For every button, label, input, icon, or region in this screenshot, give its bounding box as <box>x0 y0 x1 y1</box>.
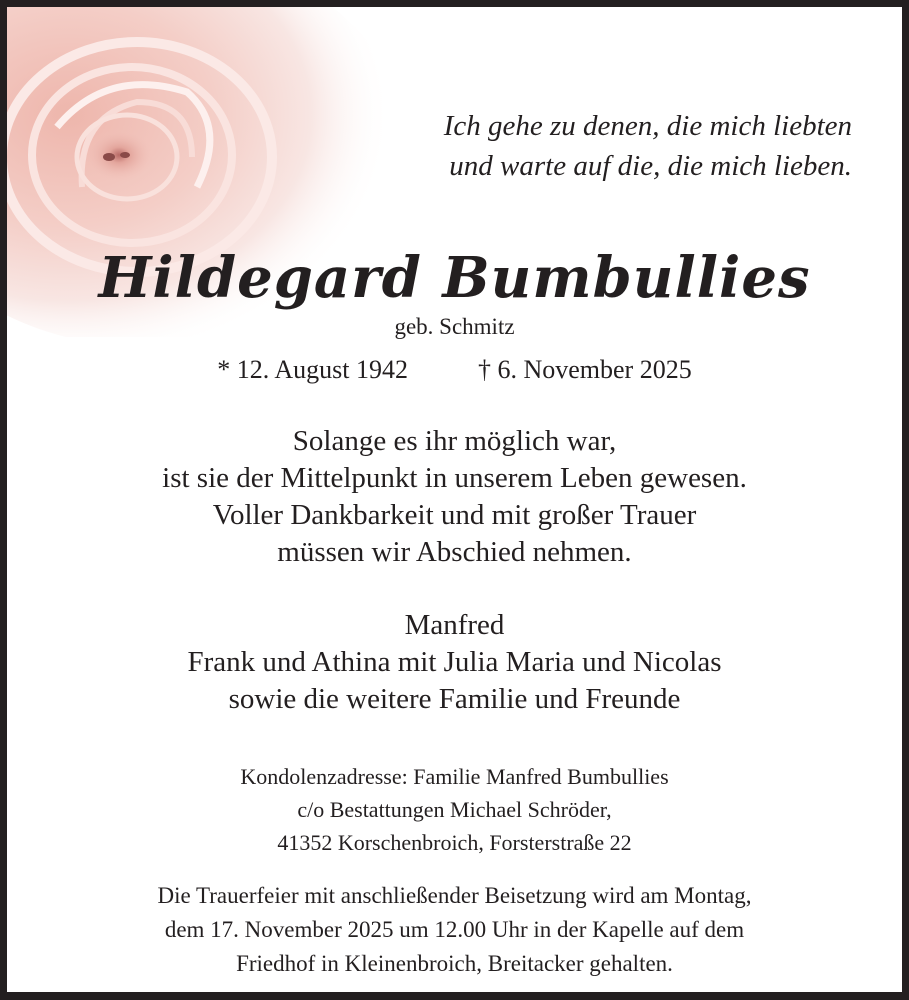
death-date: † 6. November 2025 <box>477 355 692 384</box>
funeral-line: Die Trauerfeier mit anschließender Beisetzung wird am Montag, <box>157 883 752 908</box>
tribute-line: Voller Dankbarkeit und mit großer Trauer <box>212 499 697 531</box>
maiden-name: geb. Schmitz <box>394 314 515 339</box>
motto-line: Ich gehe zu denen, die mich liebten <box>443 110 852 142</box>
mourner-line: Manfred <box>404 609 505 641</box>
condolence-address <box>7 760 902 859</box>
funeral-line: dem 17. November 2025 um 12.00 Uhr in der Kapelle auf dem <box>164 917 745 942</box>
life-dates <box>7 355 902 385</box>
funeral-details <box>7 879 902 981</box>
tribute-text <box>7 423 902 571</box>
mourner-line: sowie die weitere Familie und Freunde <box>228 683 681 715</box>
motto-quote <box>367 106 852 186</box>
address-line: Kondolenzadresse: Familie Manfred Bumbullies <box>240 764 669 789</box>
motto-line: und warte auf die, die mich lieben. <box>449 150 852 182</box>
tribute-line: ist sie der Mittelpunkt in unserem Leben gewesen. <box>162 462 747 494</box>
obituary-notice <box>7 7 902 992</box>
birth-date: * 12. August 1942 <box>217 355 408 384</box>
tribute-line: müssen wir Abschied nehmen. <box>277 536 632 568</box>
address-line: 41352 Korschenbroich, Forsterstraße 22 <box>277 830 632 855</box>
tribute-line: Solange es ihr möglich war, <box>292 425 617 457</box>
address-line: c/o Bestattungen Michael Schröder, <box>297 797 612 822</box>
mourners-list <box>7 607 902 718</box>
funeral-line: Friedhof in Kleinenbroich, Breitacker gehalten. <box>236 951 673 976</box>
mourner-line: Frank und Athina mit Julia Maria und Nicolas <box>187 646 722 678</box>
deceased-name: Hildegard Bumbullies <box>98 245 811 311</box>
